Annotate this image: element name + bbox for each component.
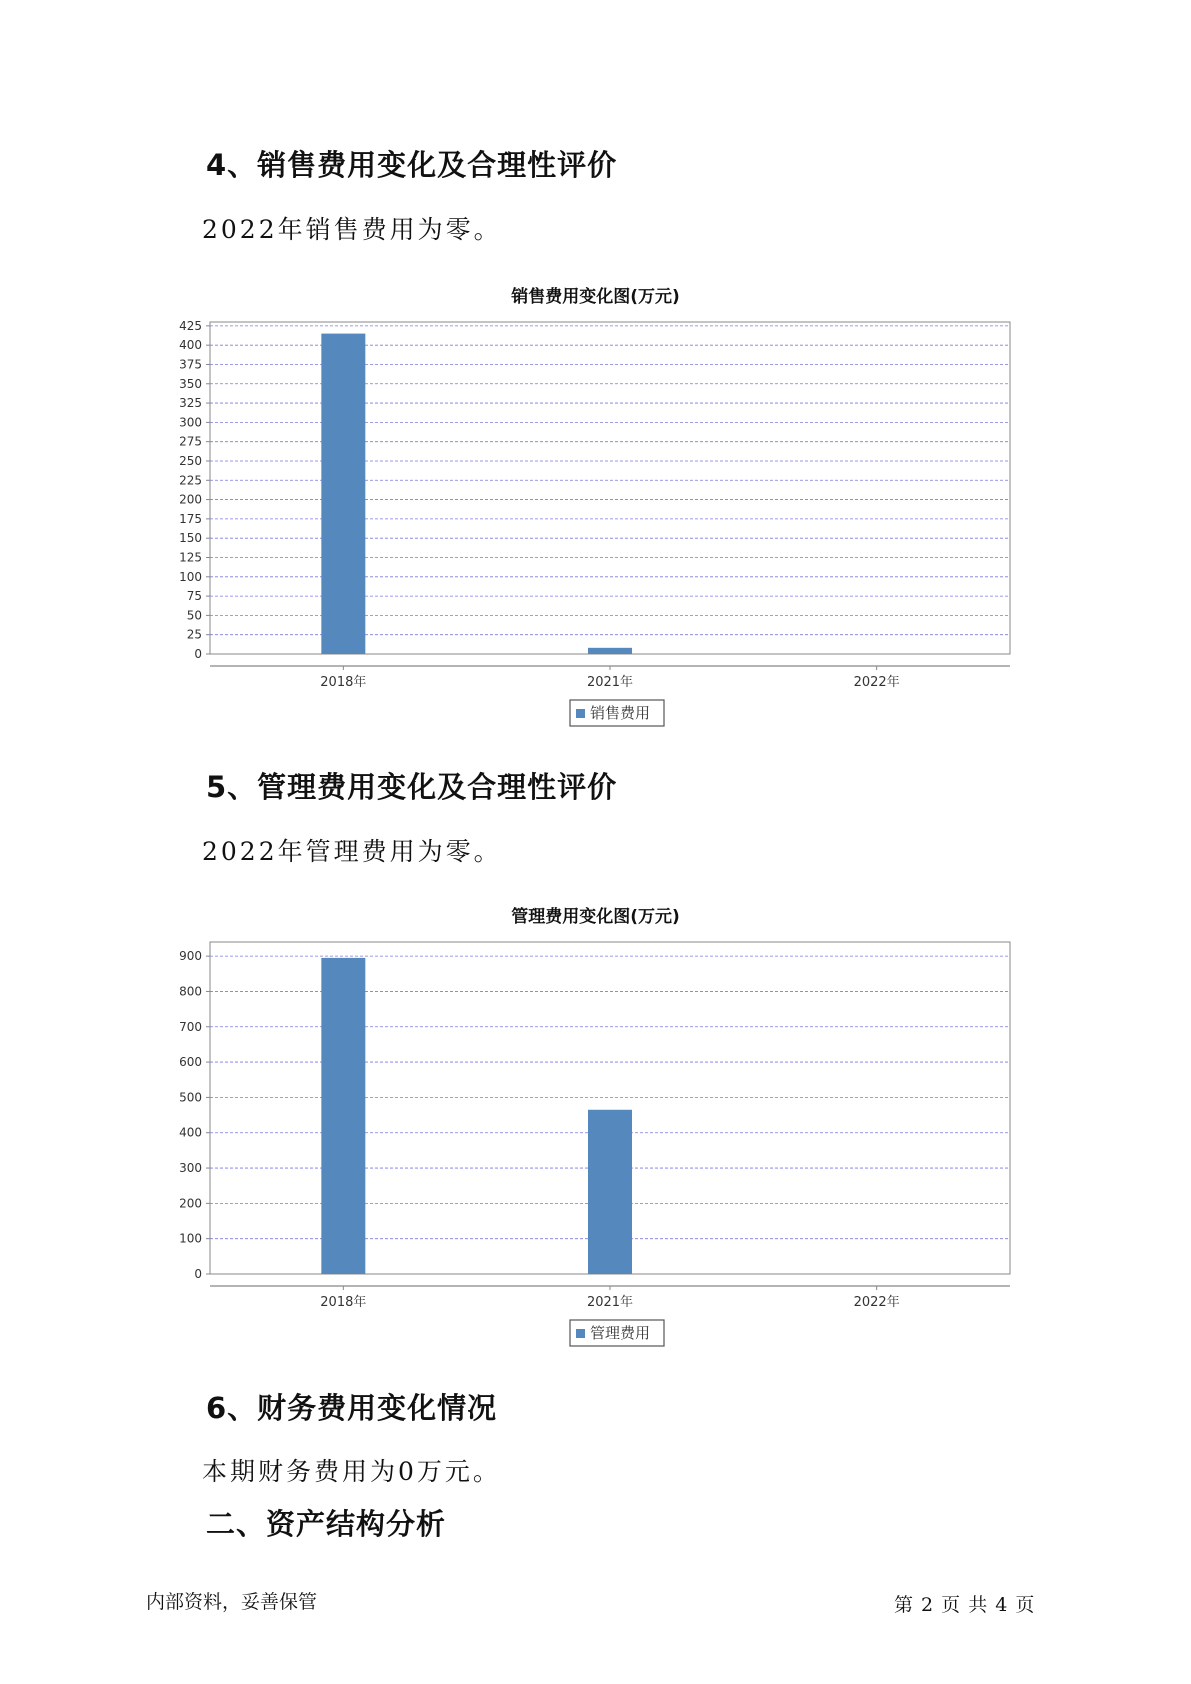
- y-tick-label: 300: [179, 415, 202, 430]
- y-tick-label: 0: [194, 647, 202, 661]
- y-tick-label: 400: [179, 338, 202, 353]
- section-text-finance: 本期财务费用为0万元。: [202, 1457, 501, 1486]
- y-tick-label: 25: [186, 627, 202, 642]
- x-tick-label: 2018年: [320, 1295, 367, 1310]
- legend-label: 销售费用: [590, 704, 651, 722]
- y-tick-label: 400: [179, 1125, 202, 1140]
- y-tick-label: 800: [179, 984, 202, 999]
- y-tick-label: 300: [179, 1161, 202, 1176]
- y-tick-label: 375: [179, 357, 202, 372]
- y-tick-label: 125: [179, 550, 202, 565]
- y-tick-label: 225: [179, 473, 202, 488]
- section-text-sales: 2022年销售费用为零。: [202, 215, 502, 244]
- bar: [588, 1110, 632, 1274]
- y-tick-label: 275: [179, 434, 202, 449]
- legend: [570, 700, 664, 726]
- footer-page-number: 第 2 页 共 4 页: [894, 1594, 1036, 1616]
- y-tick-label: 100: [179, 569, 202, 584]
- y-tick-label: 100: [179, 1231, 202, 1246]
- section-heading-asset-structure: 二、资产结构分析: [206, 1507, 447, 1541]
- bar: [321, 334, 365, 654]
- section-heading-sales: 4、销售费用变化及合理性评价: [206, 148, 618, 182]
- x-tick-label: 2022年: [853, 1295, 900, 1310]
- y-tick-label: 150: [179, 531, 202, 546]
- y-tick-label: 325: [179, 396, 202, 411]
- x-tick-label: 2021年: [586, 675, 634, 690]
- legend-swatch: [576, 709, 585, 718]
- y-tick-label: 500: [179, 1090, 202, 1105]
- x-tick-label: 2021年: [586, 1295, 634, 1310]
- y-tick-label: 425: [179, 318, 202, 333]
- section-heading-finance: 6、财务费用变化情况: [206, 1391, 498, 1425]
- bar: [321, 958, 365, 1274]
- section-text-admin: 2022年管理费用为零。: [202, 837, 502, 866]
- legend-label: 管理费用: [590, 1324, 651, 1342]
- y-tick-label: 75: [186, 589, 202, 604]
- y-tick-label: 0: [194, 1267, 202, 1281]
- legend-swatch: [576, 1329, 585, 1338]
- y-tick-label: 700: [179, 1019, 202, 1034]
- x-tick-label: 2022年: [853, 675, 900, 690]
- chart-title-sales: 销售费用变化图(万元): [511, 287, 680, 307]
- y-tick-label: 900: [179, 949, 202, 964]
- y-tick-label: 200: [179, 1196, 202, 1211]
- sales-expense-chart: [150, 310, 1020, 730]
- y-tick-label: 600: [179, 1055, 202, 1070]
- admin-expense-chart: [150, 930, 1020, 1350]
- section-heading-admin: 5、管理费用变化及合理性评价: [206, 770, 618, 804]
- y-tick-label: 200: [179, 492, 202, 507]
- chart-title-admin: 管理费用变化图(万元): [511, 907, 680, 927]
- y-tick-label: 350: [179, 376, 202, 391]
- footer-confidential-note: 内部资料，妥善保管: [146, 1591, 318, 1613]
- y-tick-label: 175: [179, 511, 202, 526]
- legend: [570, 1320, 664, 1346]
- y-tick-label: 50: [186, 608, 202, 623]
- y-tick-label: 250: [179, 453, 202, 468]
- bar: [588, 648, 632, 654]
- x-tick-label: 2018年: [320, 675, 367, 690]
